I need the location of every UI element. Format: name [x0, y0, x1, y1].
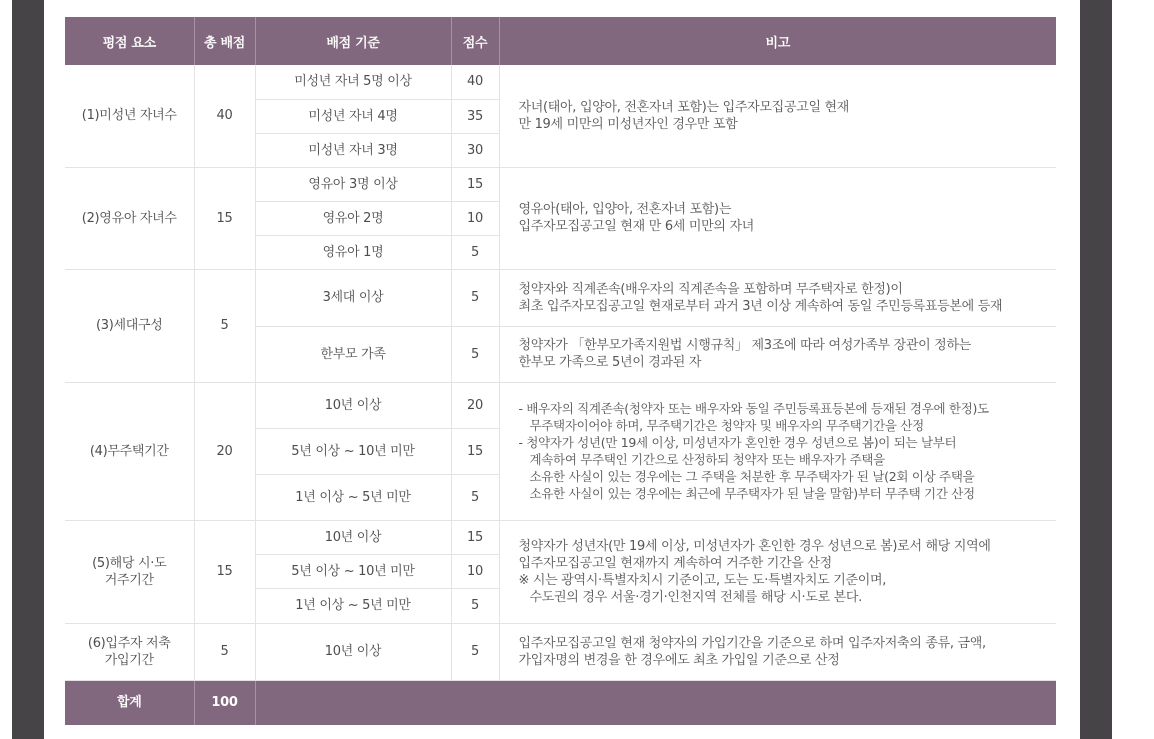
element-line: 거주기간 — [104, 572, 154, 588]
criteria-cell: 5년 이상 ~ 10년 미만 — [255, 428, 451, 474]
criteria-cell: 1년 이상 ~ 5년 미만 — [255, 474, 451, 520]
score-cell: 40 — [451, 65, 499, 99]
criteria-cell: 영유아 1명 — [255, 235, 451, 269]
note-cell — [499, 623, 1056, 680]
criteria-cell: 10년 이상 — [255, 623, 451, 680]
score-cell: 5 — [451, 474, 499, 520]
criteria-cell: 5년 이상 ~ 10년 미만 — [255, 554, 451, 588]
element-line: (6)입주자 저축 — [87, 635, 171, 651]
note-line: - 배우자의 직계존속(청약자 또는 배우자와 동일 주민등록표등본에 등재된 경우에 한정)도 — [518, 401, 989, 416]
total-cell: 40 — [194, 65, 255, 167]
total-cell: 15 — [194, 520, 255, 623]
table-row — [65, 382, 1056, 428]
note-cell — [499, 520, 1056, 623]
header-note: 비고 — [499, 17, 1056, 65]
score-cell: 10 — [451, 554, 499, 588]
element-cell: (4)무주택기간 — [65, 382, 194, 520]
note-line: 청약자가 「한부모가족지원법 시행규칙」 제3조에 따라 여성가족부 장관이 정하는 — [518, 338, 971, 353]
criteria-cell: 3세대 이상 — [255, 269, 451, 326]
note-line: 청약자와 직계존속(배우자의 직계존속을 포함하며 무주택자로 한정)이 — [518, 281, 903, 297]
note-line: ※ 시는 광역시·특별자치시 기준이고, 도는 도·특별자치도 기준이며, — [518, 572, 887, 588]
criteria-cell: 한부모 가족 — [255, 326, 451, 382]
score-cell: 10 — [451, 201, 499, 235]
table-row — [65, 623, 1056, 680]
total-label: 합계 — [65, 680, 194, 725]
criteria-cell: 1년 이상 ~ 5년 미만 — [255, 588, 451, 623]
score-cell: 5 — [451, 326, 499, 382]
element-cell — [65, 623, 194, 680]
note-line: 무주택자이어야 하며, 무주택기간은 청약자 및 배우자의 무주택기간을 산정 — [529, 418, 924, 433]
element-line: 가입기간 — [104, 652, 154, 668]
criteria-cell: 미성년 자녀 5명 이상 — [255, 65, 451, 99]
note-cell — [499, 326, 1056, 382]
page-frame-right — [1080, 0, 1112, 739]
scoring-table — [65, 17, 1056, 725]
criteria-cell: 10년 이상 — [255, 382, 451, 428]
table-row — [65, 520, 1056, 554]
score-cell: 15 — [451, 428, 499, 474]
note-line: 계속하여 무주택인 기간으로 산정하되 청약자 또는 배우자가 주택을 — [529, 452, 885, 467]
note-line: 소유한 사실이 있는 경우에는 최근에 무주택자가 된 날을 말함)부터 무주택 기간 산정 — [529, 486, 975, 501]
page-frame-left — [12, 0, 44, 739]
table-row — [65, 65, 1056, 99]
score-cell: 5 — [451, 269, 499, 326]
total-cell: 5 — [194, 269, 255, 382]
total-cell: 20 — [194, 382, 255, 520]
note-line: 자녀(태아, 입양아, 전혼자녀 포함)는 입주자모집공고일 현재 — [518, 99, 850, 115]
score-cell: 35 — [451, 99, 499, 133]
table-header-row — [65, 17, 1056, 65]
criteria-cell: 영유아 3명 이상 — [255, 167, 451, 201]
note-line: 한부모 가족으로 5년이 경과된 자 — [518, 355, 702, 370]
element-cell: (1)미성년 자녀수 — [65, 65, 194, 167]
element-cell — [65, 520, 194, 623]
element-line: (5)해당 시·도 — [92, 555, 167, 571]
criteria-cell: 영유아 2명 — [255, 201, 451, 235]
score-cell: 15 — [451, 520, 499, 554]
note-line: 입주자모집공고일 현재까지 계속하여 거주한 기간을 산정 — [518, 555, 832, 571]
score-cell: 5 — [451, 235, 499, 269]
total-cell: 5 — [194, 623, 255, 680]
element-cell: (3)세대구성 — [65, 269, 194, 382]
table-row — [65, 167, 1056, 201]
score-cell: 20 — [451, 382, 499, 428]
table-row — [65, 269, 1056, 326]
total-row — [65, 680, 1056, 725]
header-total: 총 배점 — [194, 17, 255, 65]
total-cell: 15 — [194, 167, 255, 269]
criteria-cell: 미성년 자녀 4명 — [255, 99, 451, 133]
note-line: 만 19세 미만의 미성년자인 경우만 포함 — [518, 116, 738, 132]
note-line: 입주자모집공고일 현재 만 6세 미만의 자녀 — [518, 219, 755, 234]
total-empty-cell — [255, 680, 1056, 725]
note-cell — [499, 167, 1056, 269]
note-line: 청약자가 성년자(만 19세 이상, 미성년자가 혼인한 경우 성년으로 봄)로서 해당 지역에 — [518, 538, 991, 554]
criteria-cell: 10년 이상 — [255, 520, 451, 554]
note-line: 영유아(태아, 입양아, 전혼자녀 포함)는 — [518, 202, 732, 217]
note-cell — [499, 382, 1056, 520]
criteria-cell: 미성년 자녀 3명 — [255, 133, 451, 167]
score-cell: 30 — [451, 133, 499, 167]
note-line: - 청약자가 성년(만 19세 이상, 미성년자가 혼인한 경우 성년으로 봄)이 되는 날부터 — [518, 435, 957, 450]
header-score: 점수 — [451, 17, 499, 65]
note-line: 입주자모집공고일 현재 청약자의 가입기간을 기준으로 하며 입주자저축의 종류, 금액, — [518, 635, 986, 651]
note-line: 가입자명의 변경을 한 경우에도 최초 가입일 기준으로 산정 — [518, 652, 840, 668]
total-value: 100 — [194, 680, 255, 725]
note-cell — [499, 65, 1056, 167]
element-cell: (2)영유아 자녀수 — [65, 167, 194, 269]
note-line: 최초 입주자모집공고일 현재로부터 과거 3년 이상 계속하여 동일 주민등록표등본에 등재 — [518, 298, 1003, 314]
score-cell: 5 — [451, 588, 499, 623]
note-line: 소유한 사실이 있는 경우에는 그 주택을 처분한 후 무주택자가 된 날(2회 이상 주택을 — [529, 469, 975, 484]
score-cell: 15 — [451, 167, 499, 201]
note-line: 수도권의 경우 서울·경기·인천지역 전체를 해당 시·도로 본다. — [529, 589, 863, 605]
header-element: 평점 요소 — [65, 17, 194, 65]
score-cell: 5 — [451, 623, 499, 680]
header-criteria: 배점 기준 — [255, 17, 451, 65]
note-cell — [499, 269, 1056, 326]
